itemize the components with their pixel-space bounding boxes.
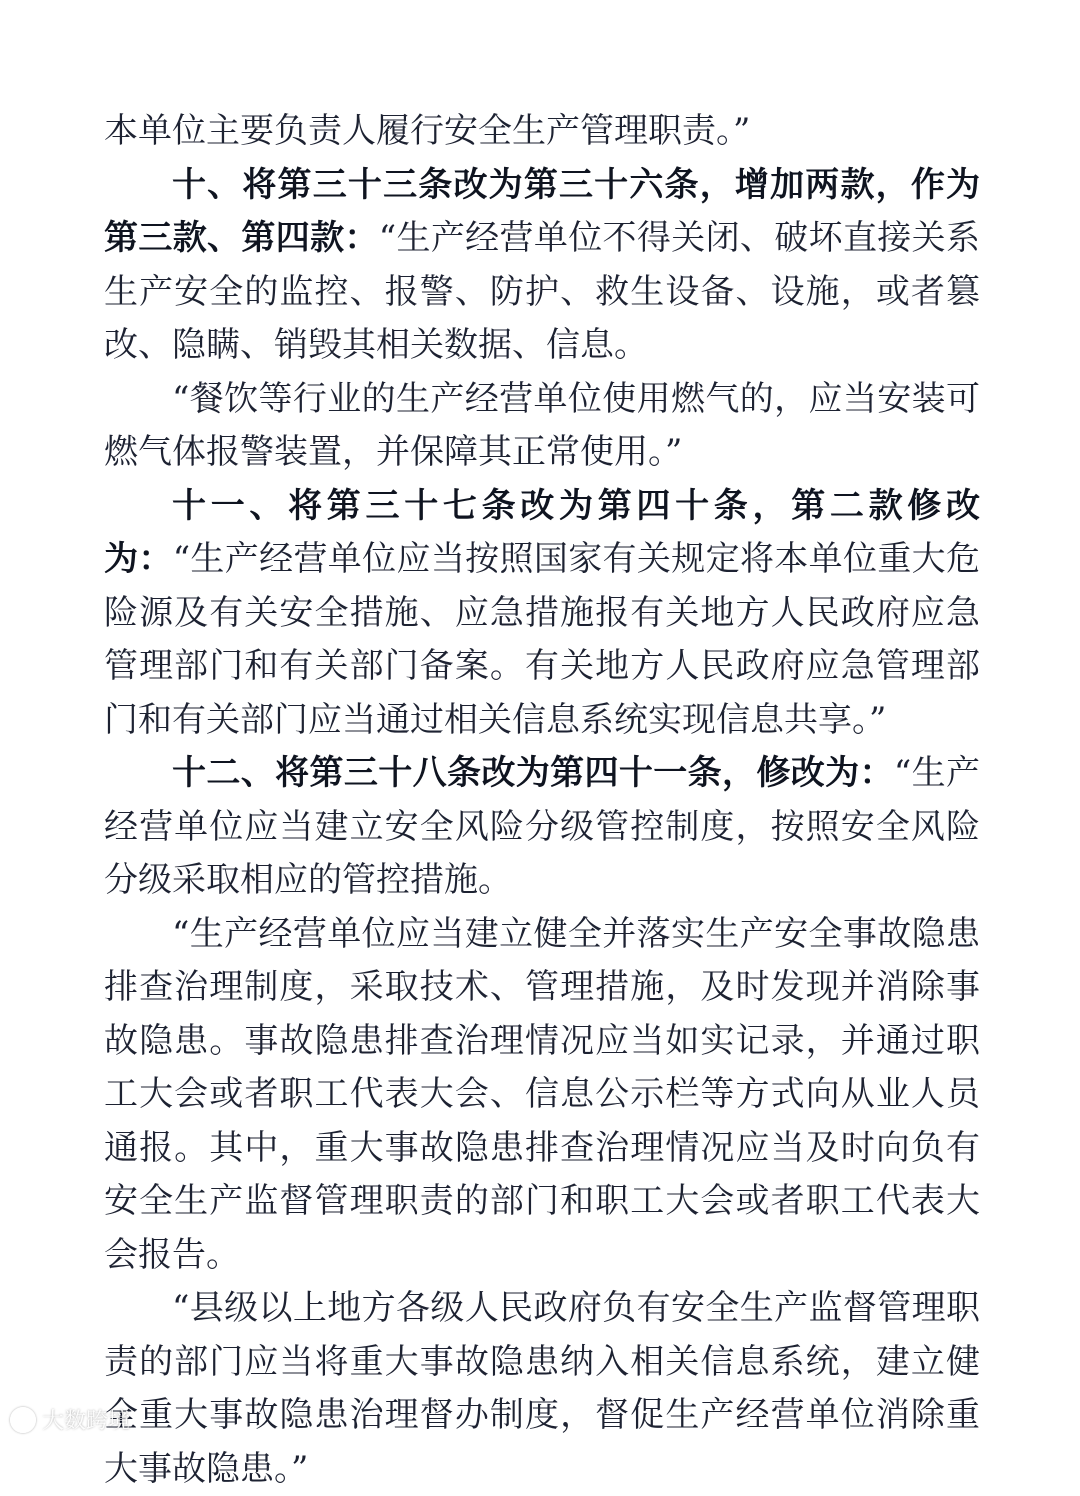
watermark bbox=[10, 1404, 130, 1435]
amendment-heading: 十、将第三十三条改为第三十六条，增加两款，作为第三款、第四款： bbox=[104, 164, 980, 258]
paragraph-text: “生产经营单位应当建立安全风险分级管控制度，按照安全风险分级采取相应的管控措施。 bbox=[104, 753, 980, 900]
paragraph-amendment-10 bbox=[104, 159, 980, 373]
paragraph-text: “餐饮等行业的生产经营单位使用燃气的，应当安装可燃气体报警装置，并保障其正常使用。” bbox=[104, 378, 980, 472]
paragraph-text: “生产经营单位应当按照国家有关规定将本单位重大危险源及有关安全措施、应急措施报有关地方人民政府应急管理部门和有关部门备案。有关地方人民政府应急管理部门和有关部门应当通过相关信息系统实现信息共享。” bbox=[104, 539, 981, 740]
paragraph-quote bbox=[104, 373, 980, 480]
paragraph-amendment-12 bbox=[104, 747, 980, 908]
paragraph-text: “县级以上地方各级人民政府负有安全生产监督管理职责的部门应当将重大事故隐患纳入相关信息系统，建立健全重大事故隐患治理督办制度，督促生产经营单位消除重大事故隐患。” bbox=[104, 1288, 980, 1489]
paragraph-text: “生产经营单位不得关闭、破坏直接关系生产安全的监控、报警、防护、救生设备、设施，或者篡改、隐瞒、销毁其相关数据、信息。 bbox=[104, 218, 981, 365]
amendment-heading: 十二、将第三十八条改为第四十一条，修改为： bbox=[172, 753, 894, 793]
amendment-heading: 十一、将第三十七条改为第四十条，第二款修改为： bbox=[104, 485, 980, 579]
watermark-label: 大数跨境 bbox=[42, 1409, 131, 1434]
document-body bbox=[104, 105, 980, 1496]
paragraph-text: 本单位主要负责人履行安全生产管理职责。” bbox=[104, 111, 751, 151]
paragraph-continued bbox=[104, 105, 980, 159]
paragraph-text: “生产经营单位应当建立健全并落实生产安全事故隐患排查治理制度，采取技术、管理措施，及时发现并消除事故隐患。事故隐患排查治理情况应当如实记录，并通过职工大会或者职工代表大会、信息公示栏等方式向从业人员通报。其中，重大事故隐患排查治理情况应当及时向负有安全生产监督管理职责的部门和职工大会或者职工代表大会报告。 bbox=[104, 913, 980, 1275]
paragraph-amendment-11 bbox=[104, 480, 980, 748]
paragraph-quote bbox=[104, 1282, 980, 1496]
paragraph-quote bbox=[104, 908, 980, 1283]
